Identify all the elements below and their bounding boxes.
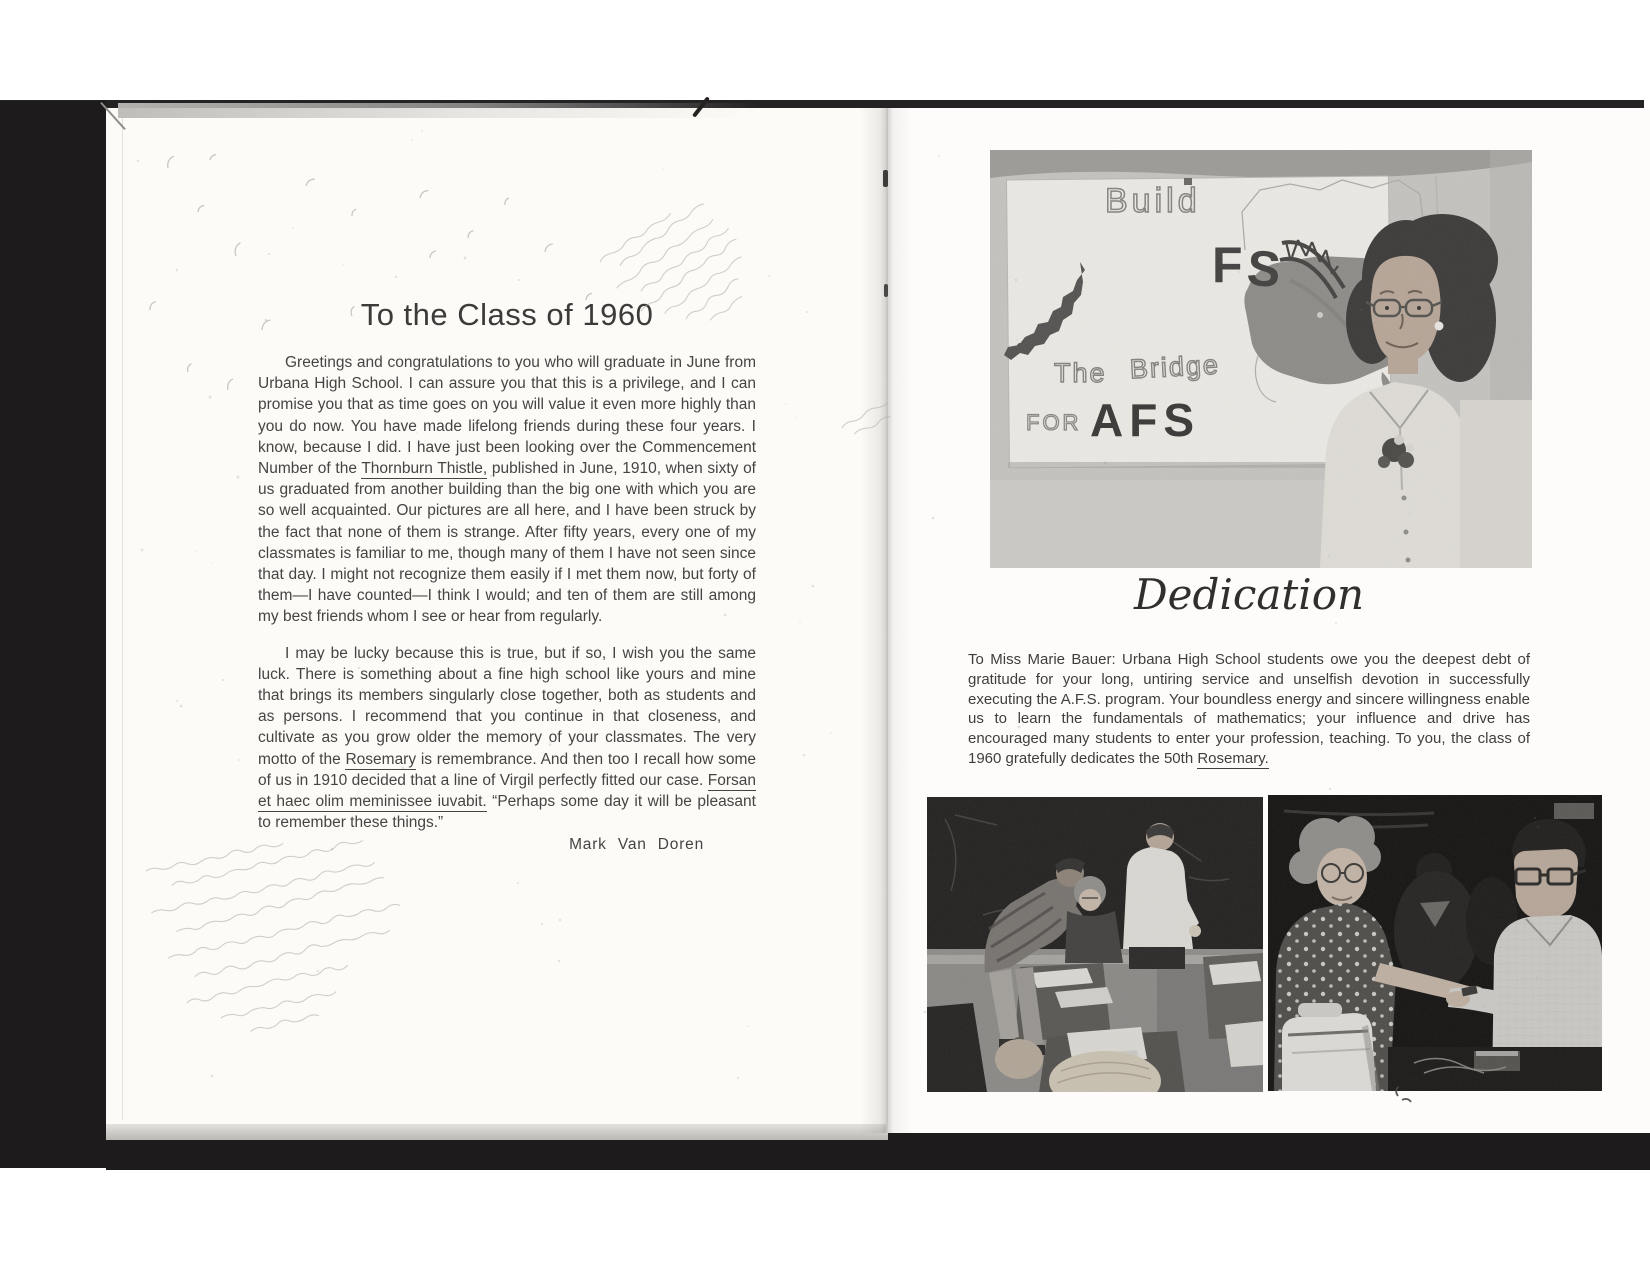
gutter-ink-mark <box>884 284 888 297</box>
gutter-line <box>886 108 888 1133</box>
poster-word-for: FOR <box>1026 410 1082 435</box>
backdrop-left-strip <box>0 101 106 1168</box>
page-fold-line <box>122 118 123 1120</box>
poster-word-the: The <box>1054 358 1107 388</box>
poster-word-bridge: Bridge <box>1129 349 1221 385</box>
handshake-photo <box>1268 795 1602 1091</box>
page-stack-top-edge <box>118 103 758 118</box>
left-page-deckle-edge <box>106 1124 888 1140</box>
letter-body <box>258 352 756 833</box>
dedication-title: Dedication <box>1133 570 1365 619</box>
afs-poster-photo <box>990 150 1532 568</box>
poster-letter-f: F <box>1212 237 1243 293</box>
signature: Mark Van Doren <box>569 836 704 853</box>
page-title: To the Class of 1960 <box>360 297 654 332</box>
letter-paragraph: Greetings and congratulations to you who will graduate in June from Urbana High School. I can assure you that this is a privilege, and I can promise you that as time goes on you will value it even more highly than you do now. You have made lifelong friends during these four years. I know, because I did. I have just been looking over the Commencement Number of the Thornburn Thistle, published in June, 1910, when sixty of us graduated from another building than the big one with which you are so well acquainted. Our pictures are all here, and I have been struck by the fact that none of them is strange. After fifty years, every one of my classmates is familiar to me, though many of them I have not seen since that day. I might not recognize them easily if I met them now, but forty of them—I have counted—I think I would; and ten of them are still among my best friends whom I see or hear from regularly. <box>258 354 756 626</box>
classroom-photo <box>927 797 1263 1092</box>
dedication-text: To Miss Marie Bauer: Urbana High School students owe you the deepest debt of gratitude for your long, untiring service and unselfish devotion in successfully executing the A.F.S. program. Your boundless energy and sincere willingness enable us to learn the fundamentals of mathematics; your influence and drive has encouraged many students to enter your profession, teaching. To you, the class of 1960 gratefully dedicates the 50th Rosemary. <box>968 651 1530 767</box>
poster-word-afs: AFS <box>1090 394 1200 446</box>
gutter-ink-mark <box>883 170 888 187</box>
poster-word-build: Build <box>1105 182 1201 220</box>
poster-letter-s: S <box>1244 239 1283 299</box>
letter-paragraph: I may be lucky because this is true, but if so, I wish you the same luck. There is something about a fine high school like yours and mine that brings its members singularly close together, both as students and as persons. I recommend that you continue in that closeness, and cultivate as you grow older the memory of your classmates. The very motto of the Rosemary is remembrance. And then too I recall how some of us in 1910 decided that a line of Virgil perfectly fitted our case. Forsan et haec olim meminissee iuvabit. “Perhaps some day it will be pleasant to remember these things.” <box>258 644 756 832</box>
